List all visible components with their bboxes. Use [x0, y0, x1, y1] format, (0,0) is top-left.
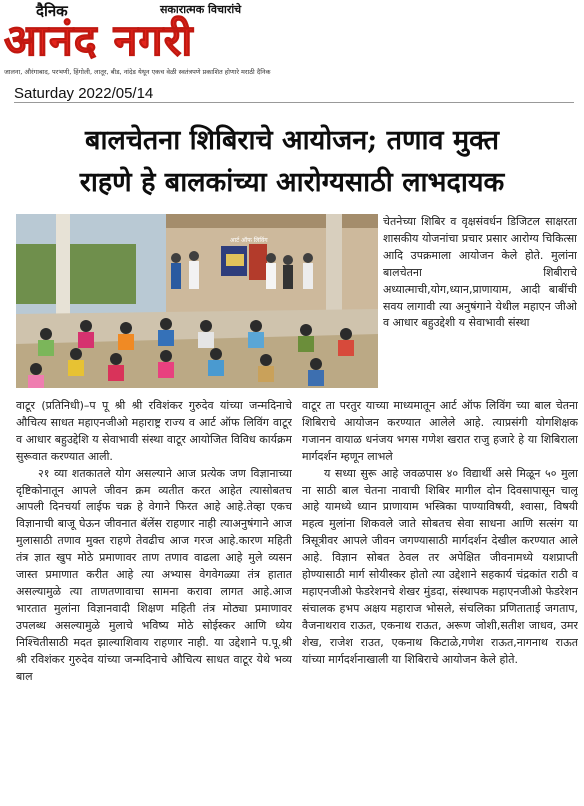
masthead-tagline: सकारात्मक विचारांचे — [160, 3, 242, 16]
headline-line-2: राहणे हे बालकांच्या आरोग्यसाठी लाभदायक — [79, 167, 505, 198]
article-column-top-right — [383, 214, 577, 390]
article-photo — [16, 214, 378, 388]
date-bar — [8, 82, 576, 104]
masthead-cities: जालना, औरंगाबाद, परभणी, हिंगोली, लातूर, बीड, नांदेड येथून एकच वेळी स्वतंत्रपणे प्रकाशित होणारे मराठी दैनिक — [4, 68, 271, 76]
photo-banner-text: आर्ट ऑफ लिविंग — [230, 237, 268, 244]
article-paragraph: वाटूर (प्रतिनिधी)–प पू श्री श्री रविशंकर गुरुदेव यांच्या जन्मदिनाचे औचित्य साधत महाएनजीओ महाराष्ट्र राज्य व आर्ट ऑफ लिविंग वाटूर व आधार बहुउद्देशि य सेवाभावी संस्था वाटूर आयोजित विविध कार्यक्रम सुरूवात करण्यात आली. — [16, 399, 292, 463]
masthead — [0, 0, 584, 82]
date-divider — [14, 102, 574, 103]
newspaper-title: आनंद नगरी — [4, 16, 194, 66]
photo-illustration — [16, 214, 378, 388]
issue-date: Saturday 2022/05/14 — [14, 85, 154, 102]
headline-line-1: बालचेतना शिबिराचे आयोजन; तणाव मुक्त — [85, 125, 499, 156]
article-paragraph: चेतनेच्या शिबिर व वृक्षसंवर्धन डिजिटल साक्षरता शासकीय योजनांचा प्रचार प्रसार आरोग्य चिकित्सा आदि उपक्रमाला आयोजन केले होते. मुलांना बालचेतना शिबीराचे अध्यात्माची,योग,ध्यान,प्राणायाम, आदी बाबींची सवय लागावी त्या अनुषंगाने येथील महाएन जीओ व आधार बहुउद्देशी य सेवाभावी संस्था — [383, 215, 577, 330]
masthead-daily-label: दैनिक — [36, 2, 68, 20]
article-column-right — [302, 398, 578, 802]
article-paragraph: य सध्या सुरू आहे जवळपास ४० विद्यार्थी असे मिळून ५० मुला ना साठी बाल चेतना नावाची शिबिर मागील दोन दिवसापासून चालू आहे यामध्ये ध्यान प्राणायाम भस्त्रिका पाण्याविषयी, श्वासा, विषयी महत्व मुलांना शिकवले जाते सोबतच सेवा साधना आणि सत्संग या त्रिसूत्रीवर आपले जीवन जगण्यासाठी मार्गदर्शन देखील करण्यात आले आहे. विज्ञान सोबत ठेवल तर अपेक्षित जीवनामध्ये यशप्राप्ती होण्यासाठी मार्ग सोयीस्कर होतो त्या उद्देशाने सहकार्य चंद्रकांत राठी व महाएनजीओ फेडरेशनचे शेखर मुंडदा, संस्थापक महाएनजीओ फेडरेशन संचालक हभप अक्षय महाराज भोसले, संचलिका प्रणिताताई जगताप, वैजनाथराव राऊत, एकनाथ राऊत, अरूण जोशी,सतीश जाधव, उमर शेख, राजेश राउत, एकनाथ किटाळे,गणेश राऊत,नागनाथ राऊत यांच्या मार्गदर्शनाखाली या शिबिराचे आयोजन केले होते. — [302, 466, 578, 666]
article-paragraph: २१ व्या शतकातले योग असल्याने आज प्रत्येक जण विज्ञानाच्या दृष्टिकोनातून आपले जीवन क्रम व्यतीत करत आहेत त्यासोबतच आपली दिनचर्या लाईफ चक्र हे वेगाने फिरत आहे आहे.तेव्हा एकच विज्ञानाची बाजू घेऊन जीवनात बॅलेंस राहणार नाही त्याअनुषंगाने आज मुलासाठी तणाव मुक्त राहणे तेवढीच आज गरज आहे.कारण महिती तंत्र ज्ञात खुप मोठे प्रमाणावर ताण तणाव वाढला आहे मुले व्यसन जास्त प्रमाणात करीत आहे त्या अभ्यास वेगवेगळ्या तंत्र हातात असल्यामुळे त्या ताणतणावाचा सामना करावा लागत आहे.आज भारतात मुलांना विज्ञानवादी शिक्षण महिती तंत्र मोठ्या प्रमाणावर उपलब्ध असल्यामुळे मुलाचे भविष्य मोठे सोईस्कर आणि ध्येय निश्चितीसाठी मदत झाल्याशिवाय राहणार नाही. या उद्देशाने प.पू.श्री श्री रविशंकर गुरुदेव यांच्या जन्मदिनाचे औचित्य साधत वाटूर येथे भव्य बाल — [16, 466, 292, 683]
article-column-left — [16, 398, 292, 802]
article-paragraph: वाटूर ता परतुर याच्या माध्यमातून आर्ट ऑफ लिविंग च्या बाल चेतना शिबिराचे आयोजन करण्यात आलेले आहे. त्याप्रसंगी योगशिक्षक गजानन वायाळ धनंजय भगस गणेश खरात राजु हजारे हे या शिबिराला मार्गदर्शन म्हणून लाभले — [302, 399, 578, 463]
